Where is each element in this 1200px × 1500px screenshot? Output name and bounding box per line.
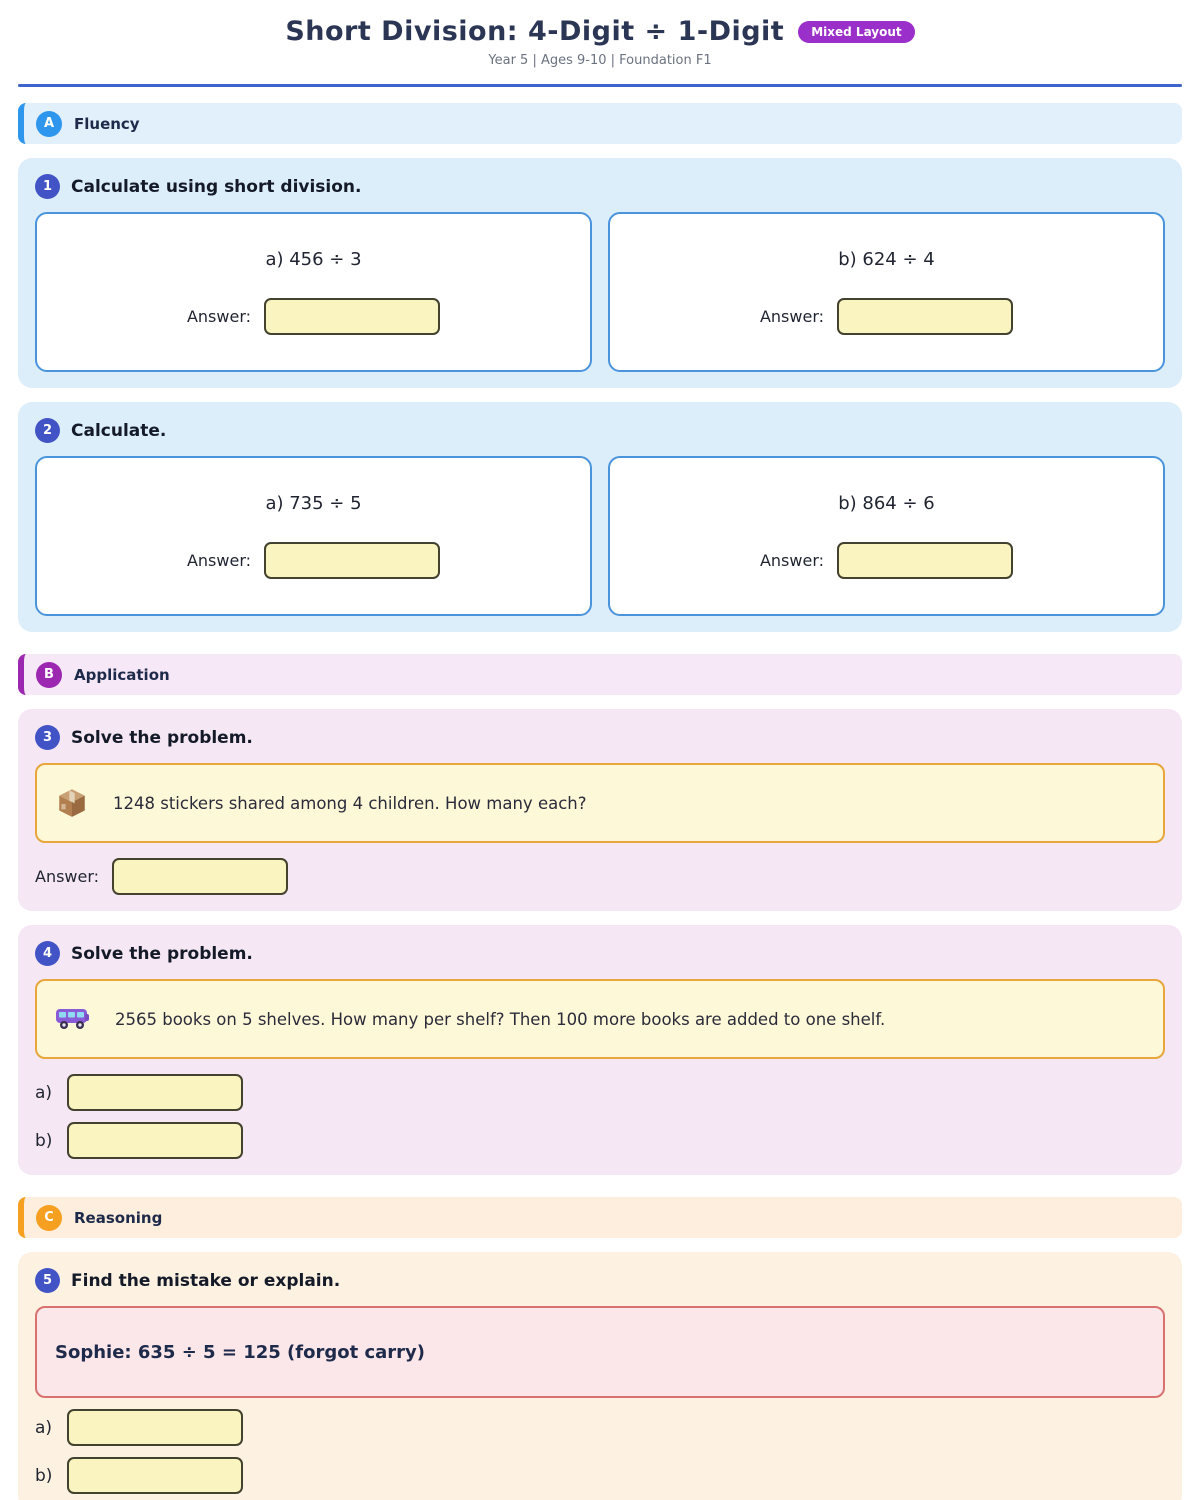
q3-answer-row [35, 858, 1165, 895]
question-4-number: 4 [35, 941, 60, 966]
q4-part-b-row [35, 1122, 1165, 1159]
q1b-answer-input[interactable] [837, 298, 1013, 335]
question-1-card [18, 158, 1182, 388]
q2-part-a-box [35, 456, 592, 616]
q4b-answer-input[interactable] [67, 1122, 243, 1159]
section-b-header [18, 654, 1182, 695]
q4-problem-box [35, 979, 1165, 1059]
question-4-card [18, 925, 1182, 1175]
page-subtitle: Year 5 | Ages 9-10 | Foundation F1 [488, 53, 712, 68]
q3-answer-input[interactable] [112, 858, 288, 895]
q1-part-a-box [35, 212, 592, 372]
question-1-prompt: Calculate using short division. [71, 176, 362, 197]
q5-part-a-label: a) [35, 1417, 53, 1438]
answer-label: Answer: [186, 307, 252, 326]
answer-label: Answer: [759, 551, 825, 570]
question-2-card [18, 402, 1182, 632]
q1-part-a-expression: a) 456 ÷ 3 [265, 249, 362, 270]
worksheet-header [18, 0, 1182, 68]
q4-problem-text: 2565 books on 5 shelves. How many per shelf? Then 100 more books are added to one shelf. [115, 1009, 886, 1029]
question-2-number: 2 [35, 418, 60, 443]
question-3-card [18, 709, 1182, 911]
minibus-icon [55, 1006, 91, 1032]
header-divider [18, 84, 1182, 87]
layout-badge: Mixed Layout [798, 21, 914, 43]
section-a-header [18, 103, 1182, 144]
answer-label: Answer: [35, 867, 100, 886]
section-b-badge: B [36, 662, 62, 688]
section-a-badge: A [36, 111, 62, 137]
q5-part-b-row [35, 1457, 1165, 1494]
section-c-badge: C [36, 1205, 62, 1231]
question-4-prompt: Solve the problem. [71, 943, 253, 964]
question-3-number: 3 [35, 725, 60, 750]
section-b-label: Application [74, 665, 170, 684]
question-2-prompt: Calculate. [71, 420, 167, 441]
q5-part-a-row [35, 1409, 1165, 1446]
answer-label: Answer: [186, 551, 252, 570]
question-3-prompt: Solve the problem. [71, 727, 253, 748]
q4-part-a-label: a) [35, 1082, 53, 1103]
q1-part-b-box [608, 212, 1165, 372]
q2-part-a-expression: a) 735 ÷ 5 [265, 493, 362, 514]
section-c-header [18, 1197, 1182, 1238]
q4-part-b-label: b) [35, 1130, 53, 1151]
q5-part-b-label: b) [35, 1465, 53, 1486]
question-5-prompt: Find the mistake or explain. [71, 1270, 341, 1291]
section-c-label: Reasoning [74, 1208, 163, 1227]
q5b-answer-input[interactable] [67, 1457, 243, 1494]
package-box-icon [55, 786, 89, 820]
q4a-answer-input[interactable] [67, 1074, 243, 1111]
q3-problem-box [35, 763, 1165, 843]
q2-part-b-box [608, 456, 1165, 616]
section-a-label: Fluency [74, 114, 140, 133]
q1a-answer-input[interactable] [264, 298, 440, 335]
answer-label: Answer: [759, 307, 825, 326]
q2b-answer-input[interactable] [837, 542, 1013, 579]
q4-part-a-row [35, 1074, 1165, 1111]
question-5-card [18, 1252, 1182, 1500]
q5a-answer-input[interactable] [67, 1409, 243, 1446]
q2a-answer-input[interactable] [264, 542, 440, 579]
question-5-number: 5 [35, 1268, 60, 1293]
q2-part-b-expression: b) 864 ÷ 6 [838, 493, 935, 514]
question-1-number: 1 [35, 174, 60, 199]
page-title: Short Division: 4-Digit ÷ 1-Digit [285, 16, 785, 47]
q1-part-b-expression: b) 624 ÷ 4 [838, 249, 935, 270]
q5-mistake-box [35, 1306, 1165, 1398]
q3-problem-text: 1248 stickers shared among 4 children. How many each? [113, 793, 587, 813]
q5-mistake-statement: Sophie: 635 ÷ 5 = 125 (forgot carry) [55, 1341, 425, 1363]
